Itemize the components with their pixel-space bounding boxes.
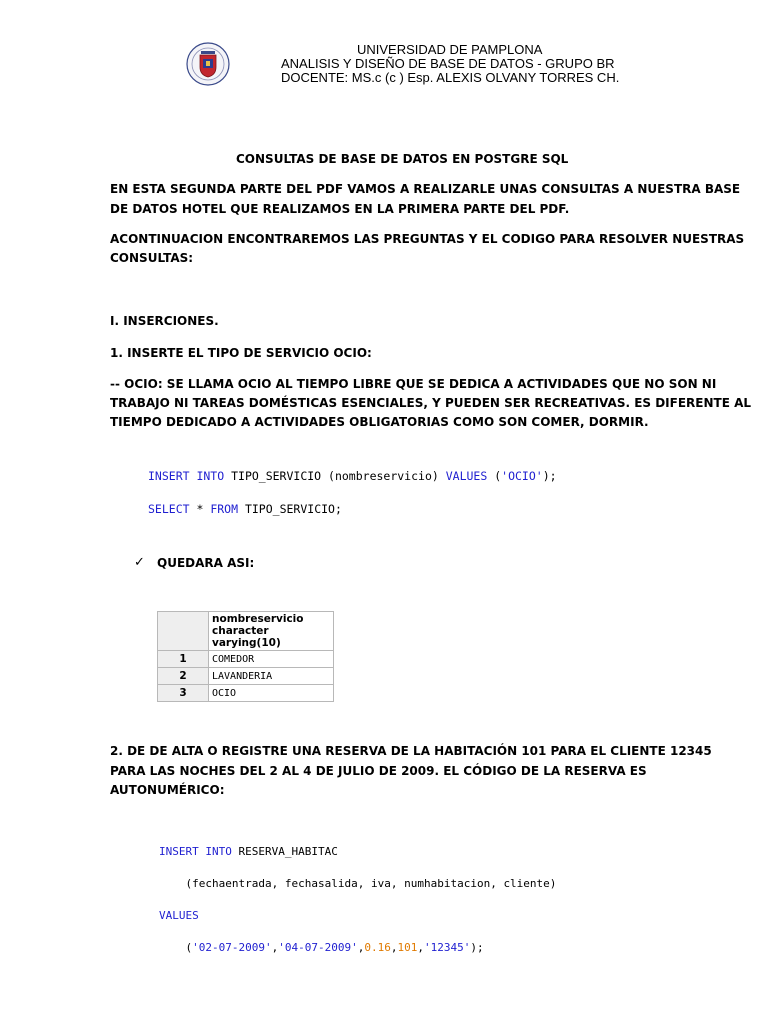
definition-line: TRABAJO NI TAREAS DOMÉSTICAS ESENCIALES, Y PUEDEN SER RECREATIVAS. ES DIFERENTE AL	[110, 396, 752, 410]
header-university: UNIVERSIDAD DE PAMPLONA	[357, 42, 543, 57]
definition-text: SE LLAMA OCIO AL TIEMPO LIBRE QUE SE DEDICA A ACTIVIDADES QUE NO SON NI	[162, 377, 717, 391]
sql-column: iva	[370, 877, 391, 890]
sql-values-kw-line	[159, 908, 556, 924]
sql-keyword: VALUES	[159, 909, 199, 922]
section-heading: I. INSERCIONES.	[110, 314, 219, 328]
sql-text: (	[159, 941, 193, 954]
column-name: nombreservicio	[212, 613, 304, 625]
sql-text: );	[542, 469, 557, 483]
sql-string: '12345'	[423, 941, 471, 954]
definition-line	[110, 374, 716, 394]
sql-string: 'OCIO'	[501, 469, 543, 483]
column-header[interactable]	[209, 612, 334, 651]
sql-keyword: FROM	[210, 502, 239, 516]
sql-keyword: INSERT INTO	[148, 469, 225, 483]
sql-keyword: INSERT INTO	[159, 845, 232, 858]
sql-string: '04-07-2009'	[278, 941, 358, 954]
check-icon: ✓	[134, 555, 145, 570]
sql-text: ,	[390, 877, 405, 890]
sql-text: (	[487, 469, 502, 483]
sql-text: );	[470, 941, 484, 954]
sql-insert-line	[148, 469, 557, 483]
intro-line: CONSULTAS:	[110, 251, 194, 265]
result-table	[157, 611, 334, 702]
definition-term: OCIO:	[124, 377, 163, 391]
cell-value[interactable]: LAVANDERIA	[209, 668, 334, 685]
intro-line: EN ESTA SEGUNDA PARTE DEL PDF VAMOS A REALIZARLE UNAS CONSULTAS A NUESTRA BASE	[110, 182, 741, 196]
definition-prefix: --	[110, 377, 125, 391]
sql-text: *	[189, 502, 211, 516]
sql-number: 0.16	[364, 941, 391, 954]
sql-text: )	[549, 877, 557, 890]
page-title: CONSULTAS DE BASE DE DATOS EN POSTGRE SQL	[236, 152, 569, 166]
header-course: ANALISIS Y DISEÑO DE BASE DE DATOS - GRUPO BR	[281, 56, 615, 71]
sql-column: fechasalida	[284, 877, 358, 890]
sql-text: ,	[490, 877, 504, 890]
table-header-row	[158, 612, 334, 651]
check-label: QUEDARA ASI:	[157, 556, 255, 570]
sql-column: numhabitacion	[404, 877, 491, 890]
result-grid	[157, 611, 334, 702]
seal-icon	[186, 41, 230, 87]
definition-line: TIEMPO DEDICADO A ACTIVIDADES OBLIGATORIAS COMO SON COMER, DORMIR.	[110, 415, 649, 429]
cell-value[interactable]: OCIO	[209, 685, 334, 702]
sql-text: (	[159, 877, 193, 890]
sql-number: 101	[397, 941, 418, 954]
university-logo	[186, 41, 230, 87]
sql-column: fechaentrada	[192, 877, 272, 890]
sql-text: ,	[417, 941, 424, 954]
sql-insert-line	[159, 844, 556, 860]
sql-keyword: SELECT	[148, 502, 190, 516]
row-index: 1	[158, 651, 209, 668]
cell-value[interactable]: COMEDOR	[209, 651, 334, 668]
question-1: 1. INSERTE EL TIPO DE SERVICIO OCIO:	[110, 346, 372, 360]
sql-column: cliente	[503, 877, 550, 890]
question-2-line: AUTONUMÉRICO:	[110, 783, 225, 797]
sql-code-block-2	[159, 828, 556, 972]
sql-text: TIPO_SERVICIO (nombreservicio)	[224, 469, 446, 483]
sql-select-line	[148, 502, 342, 516]
question-2-line: PARA LAS NOCHES DEL 2 AL 4 DE JULIO DE 2009. EL CÓDIGO DE LA RESERVA ES	[110, 764, 647, 778]
sql-values-line	[159, 940, 556, 956]
sql-text: ,	[271, 877, 285, 890]
question-2-line: 2. DE DE ALTA O REGISTRE UNA RESERVA DE LA HABITACIÓN 101 PARA EL CLIENTE 12345	[110, 744, 712, 758]
table-row[interactable]	[158, 685, 334, 702]
sql-columns-line	[159, 876, 556, 892]
sql-text: RESERVA_HABITAC	[231, 845, 338, 858]
row-index: 2	[158, 668, 209, 685]
sql-string: '02-07-2009'	[192, 941, 272, 954]
intro-line: DE DATOS HOTEL QUE REALIZAMOS EN LA PRIMERA PARTE DEL PDF.	[110, 202, 570, 216]
row-index: 3	[158, 685, 209, 702]
header-teacher: DOCENTE: MS.c (c ) Esp. ALEXIS OLVANY TORRES CH.	[281, 70, 620, 85]
intro-line: ACONTINUACION ENCONTRAREMOS LAS PREGUNTAS Y EL CODIGO PARA RESOLVER NUESTRAS	[110, 232, 745, 246]
sql-text: ,	[390, 941, 398, 954]
sql-text: ,	[357, 941, 365, 954]
sql-text: ,	[271, 941, 279, 954]
sql-text: ,	[357, 877, 371, 890]
sql-keyword: VALUES	[445, 469, 488, 483]
column-type: character varying(10)	[212, 625, 281, 649]
table-corner	[158, 612, 209, 651]
table-row[interactable]	[158, 651, 334, 668]
sql-text: TIPO_SERVICIO;	[238, 502, 342, 516]
table-row[interactable]	[158, 668, 334, 685]
